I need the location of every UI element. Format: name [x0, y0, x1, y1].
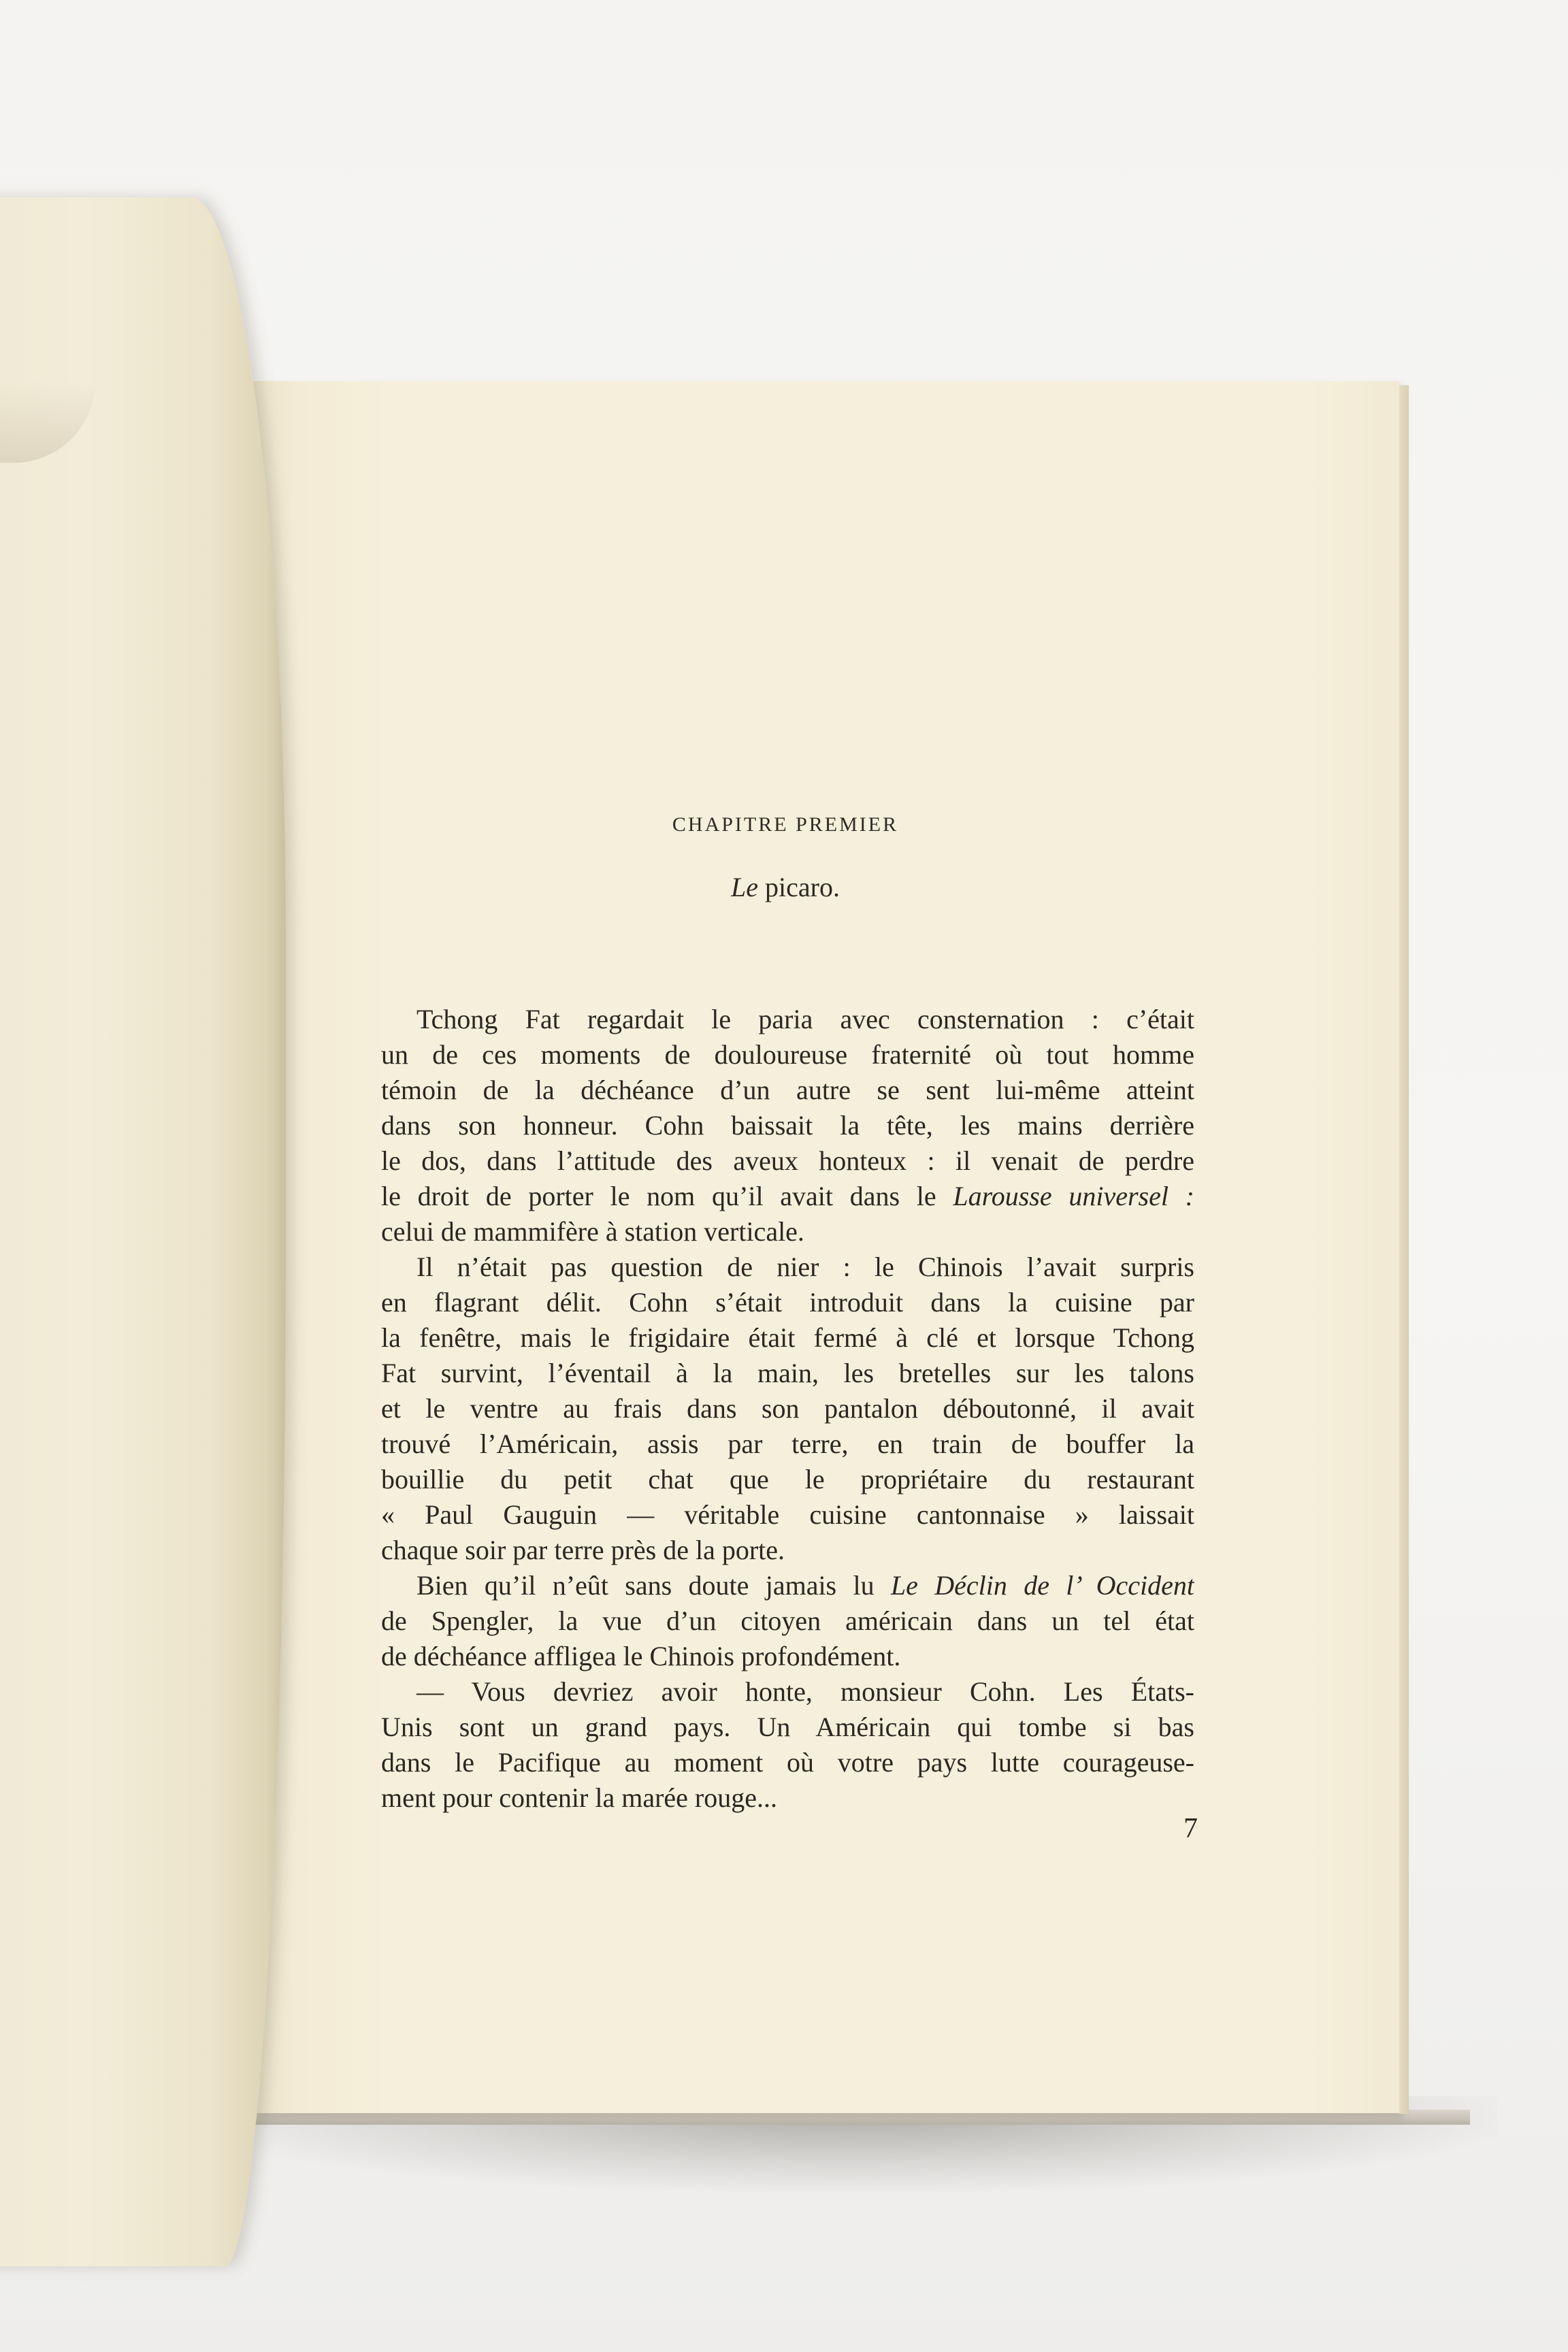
left-page-edge [0, 381, 95, 463]
text-line [381, 1391, 1194, 1426]
text-line [381, 1320, 1194, 1356]
text-run: celui de mammifère à station verticale. [381, 1216, 804, 1247]
text-run: Tchong Fat regardait le paria avec consternation : c’était [416, 1004, 1194, 1034]
text-line [381, 1497, 1194, 1533]
text-line [381, 1214, 1194, 1250]
text-line [381, 1285, 1194, 1320]
text-run: Bien qu’il n’eût sans doute jamais lu [416, 1570, 891, 1601]
text-line [381, 1745, 1194, 1780]
text-line [381, 1533, 1194, 1568]
italic-title: Larousse universel : [953, 1181, 1194, 1211]
page-number: 7 [1183, 1813, 1198, 1844]
text-line [381, 1250, 1194, 1285]
text-line [381, 1603, 1194, 1639]
text-run: Unis sont un grand pays. Un Américain qui tombe si bas [381, 1712, 1194, 1742]
text-run: dans son honneur. Cohn baissait la tête, les mains derrière [381, 1110, 1194, 1141]
text-line [381, 1462, 1194, 1497]
text-run: ment pour contenir la marée rouge... [381, 1782, 777, 1813]
text-run: chaque soir par terre près de la porte. [381, 1535, 785, 1565]
text-run: la fenêtre, mais le frigidaire était fermé à clé et lorsque Tchong [381, 1322, 1194, 1353]
text-run: « Paul Gauguin — véritable cuisine cantonnaise » laissait [381, 1499, 1194, 1530]
text-run: témoin de la déchéance d’un autre se sent lui-même atteint [381, 1075, 1194, 1105]
left-page-curl [0, 197, 286, 2266]
text-line [381, 1674, 1194, 1710]
body-text [381, 1002, 1194, 1816]
text-line [381, 1179, 1194, 1214]
text-line [381, 1037, 1194, 1073]
chapter-label: CHAPITRE PREMIER [672, 813, 899, 836]
text-run: le droit de porter le nom qu’il avait dans le [381, 1181, 953, 1211]
text-run: le dos, dans l’attitude des aveux honteux : il venait de perdre [381, 1145, 1194, 1176]
italic-title: Le Déclin de l’ Occident [890, 1570, 1194, 1601]
text-line [381, 1002, 1194, 1037]
chapter-subtitle-rest: picaro. [758, 872, 840, 902]
chapter-subtitle [642, 871, 928, 903]
text-run: et le ventre au frais dans son pantalon déboutonné, il avait [381, 1393, 1194, 1424]
text-run: de Spengler, la vue d’un citoyen américain dans un tel état [381, 1605, 1194, 1636]
text-line [381, 1568, 1194, 1603]
text-run: Il n’était pas question de nier : le Chinois l’avait surpris [416, 1252, 1194, 1282]
text-line [381, 1108, 1194, 1143]
text-run: Fat survint, l’éventail à la main, les bretelles sur les talons [381, 1358, 1194, 1388]
text-run: dans le Pacifique au moment où votre pays lutte courageuse- [381, 1747, 1194, 1778]
text-run: un de ces moments de douloureuse fraternité où tout homme [381, 1039, 1194, 1070]
text-line [381, 1426, 1194, 1462]
text-run: bouillie du petit chat que le propriétaire du restaurant [381, 1464, 1194, 1494]
text-line [381, 1356, 1194, 1391]
text-line [381, 1639, 1194, 1674]
text-run: de déchéance affligea le Chinois profondément. [381, 1641, 901, 1671]
text-run: en flagrant délit. Cohn s’était introduit dans la cuisine par [381, 1287, 1194, 1318]
text-run: — Vous devriez avoir honte, monsieur Cohn. Les États- [416, 1676, 1194, 1707]
text-run: trouvé l’Américain, assis par terre, en train de bouffer la [381, 1428, 1194, 1459]
text-line [381, 1073, 1194, 1108]
text-line [381, 1780, 1194, 1816]
chapter-subtitle-italic: Le [731, 872, 759, 902]
text-line [381, 1143, 1194, 1179]
text-line [381, 1710, 1194, 1745]
